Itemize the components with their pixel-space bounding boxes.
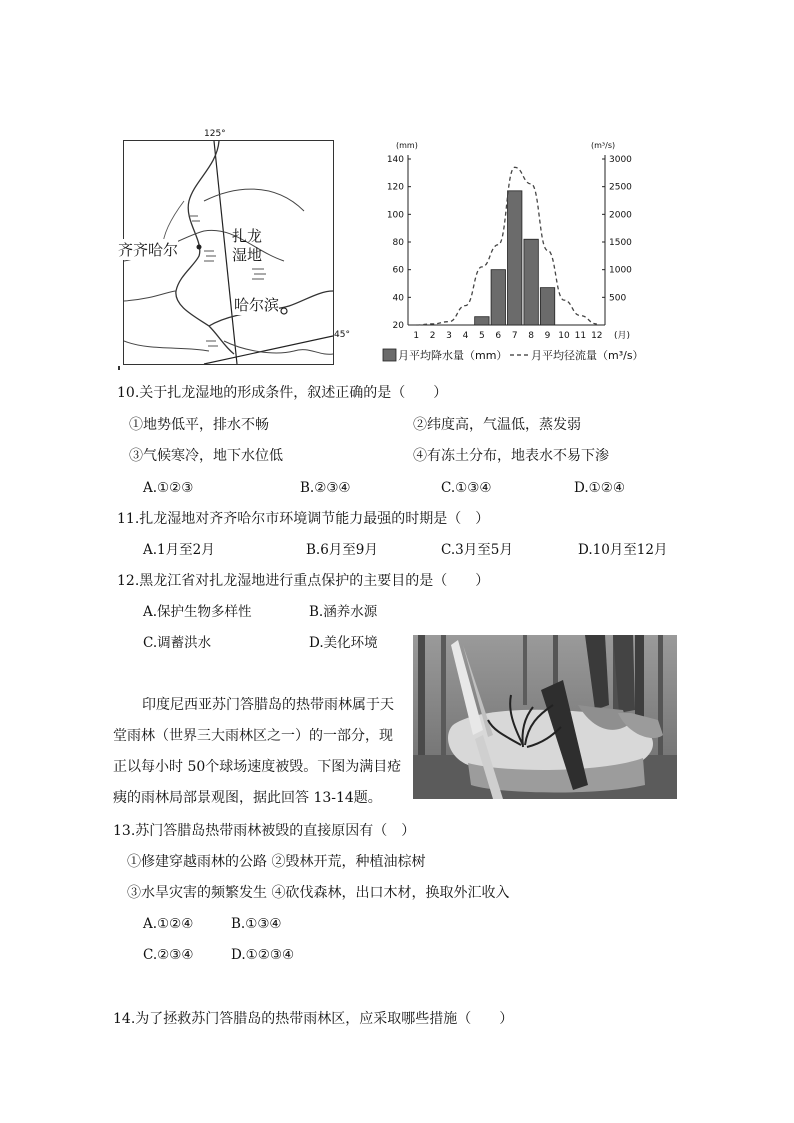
label-qiqihar: 齐齐哈尔 <box>118 241 179 259</box>
q13-option-d[interactable]: D.①②③④ <box>231 947 295 963</box>
month-label: 10 <box>558 331 570 341</box>
precip-bar <box>508 191 522 325</box>
right-tick-label: 500 <box>609 293 627 304</box>
q11-stem: 11.扎龙湿地对齐齐哈尔市环境调节能力最强的时期是（ ） <box>117 511 490 527</box>
legend-bar-label: 月平均降水量（mm） <box>398 349 508 362</box>
month-label: 7 <box>511 331 518 341</box>
climate-runoff-chart <box>375 135 690 370</box>
month-label: 8 <box>528 331 534 341</box>
label-harbin: 哈尔滨 <box>234 296 280 314</box>
runoff-line <box>416 167 597 325</box>
right-tick-label: 2500 <box>609 182 632 193</box>
harbin-marker <box>281 308 287 314</box>
left-tick-label: 120 <box>386 182 404 193</box>
q11-option-b[interactable]: B.6月至9月 <box>306 542 378 558</box>
q10-option-c[interactable]: C.①③④ <box>441 480 492 496</box>
month-label: 4 <box>462 331 469 341</box>
q10-statement-4: ④有冻土分布，地表水不易下渗 <box>413 448 609 464</box>
q12-stem: 12.黑龙江省对扎龙湿地进行重点保护的主要目的是（ ） <box>117 573 490 589</box>
month-label: 1 <box>413 331 420 341</box>
q10-statement-3: ③气候寒冷，地下水位低 <box>129 448 283 464</box>
q13-stem: 13.苏门答腊岛热带雨林被毁的直接原因有（ ） <box>113 823 416 839</box>
map-corner-mark <box>118 366 120 370</box>
month-label: 2 <box>429 331 436 341</box>
chart-plot <box>383 141 644 362</box>
precip-bar <box>540 288 554 325</box>
right-axis-unit: (m³/s) <box>591 141 616 150</box>
q11-option-a[interactable]: A.1月至2月 <box>143 542 215 558</box>
left-tick-label: 20 <box>392 321 404 331</box>
parallel-line <box>204 336 333 364</box>
precip-bar <box>475 317 489 325</box>
precip-bar <box>524 239 538 325</box>
right-tick-label: 3000 <box>609 155 632 165</box>
q10-stem: 10.关于扎龙湿地的形成条件，叙述正确的是（ ） <box>117 385 448 401</box>
q12-option-d[interactable]: D.美化环境 <box>309 635 378 651</box>
x-axis-unit: (月) <box>614 331 631 341</box>
passage-line-3: 正以每小时 50个球场速度被毁。下图为满目疮 <box>113 759 402 775</box>
passage-line-2: 堂雨林（世界三大雨林区之一）的一部分，现 <box>113 728 393 744</box>
passage-line-1: 印度尼西亚苏门答腊岛的热带雨林属于天 <box>142 697 394 713</box>
left-tick-label: 140 <box>386 155 404 165</box>
right-tick-label: 2000 <box>609 210 632 221</box>
left-tick-label: 80 <box>392 238 404 248</box>
left-tick-label: 60 <box>392 265 404 276</box>
q11-option-d[interactable]: D.10月至12月 <box>578 542 668 558</box>
chart-svg <box>375 135 690 370</box>
q12-option-c[interactable]: C.调蓄洪水 <box>143 635 212 651</box>
right-tick-label: 1000 <box>609 265 632 276</box>
legend-bar-swatch <box>383 349 396 361</box>
right-tick-label: 1500 <box>609 238 632 248</box>
zhalong-map <box>118 129 350 365</box>
q12-option-a[interactable]: A.保护生物多样性 <box>143 604 252 620</box>
parallel-label: 45° <box>334 330 350 340</box>
legend-line-label: 月平均径流量（m³/s） <box>531 349 644 362</box>
q14-stem: 14.为了拯救苏门答腊岛的热带雨林区，应采取哪些措施（ ） <box>113 1011 514 1027</box>
label-zhalong-2: 湿地 <box>232 246 263 264</box>
month-label: 12 <box>591 331 603 341</box>
q10-statement-2: ②纬度高，气温低，蒸发弱 <box>413 417 581 433</box>
month-label: 11 <box>574 331 587 341</box>
rainforest-photo <box>413 635 677 799</box>
month-label: 5 <box>479 331 485 341</box>
month-label: 3 <box>446 331 452 341</box>
q12-option-b[interactable]: B.涵养水源 <box>309 604 378 620</box>
month-label: 6 <box>495 331 502 341</box>
left-axis-unit: (mm) <box>396 141 418 150</box>
left-tick-label: 40 <box>392 293 404 304</box>
q11-option-c[interactable]: C.3月至5月 <box>441 542 513 558</box>
passage-line-4: 痍的雨林局部景观图，据此回答 13-14题。 <box>113 790 382 806</box>
q10-statement-1: ①地势低平，排水不畅 <box>129 417 269 433</box>
meridian-label: 125° <box>204 129 226 139</box>
q13-option-a[interactable]: A.①②④ <box>143 916 194 932</box>
q13-option-b[interactable]: B.①③④ <box>231 916 282 932</box>
label-zhalong-1: 扎龙 <box>232 227 263 245</box>
q13-option-c[interactable]: C.②③④ <box>143 947 194 963</box>
left-tick-label: 100 <box>386 210 404 221</box>
precip-bar <box>491 270 505 325</box>
rainforest-photo-svg <box>413 635 677 799</box>
q10-option-b[interactable]: B.②③④ <box>300 480 351 496</box>
q13-statements-3-4: ③水旱灾害的频繁发生 ④砍伐森林，出口木材，换取外汇收入 <box>127 885 510 901</box>
qiqihar-marker <box>197 245 202 250</box>
q10-option-d[interactable]: D.①②④ <box>574 480 625 496</box>
month-label: 9 <box>544 331 551 341</box>
q10-option-a[interactable]: A.①②③ <box>143 480 194 496</box>
q13-statements-1-2: ①修建穿越雨林的公路 ②毁林开荒，种植油棕树 <box>127 854 426 870</box>
